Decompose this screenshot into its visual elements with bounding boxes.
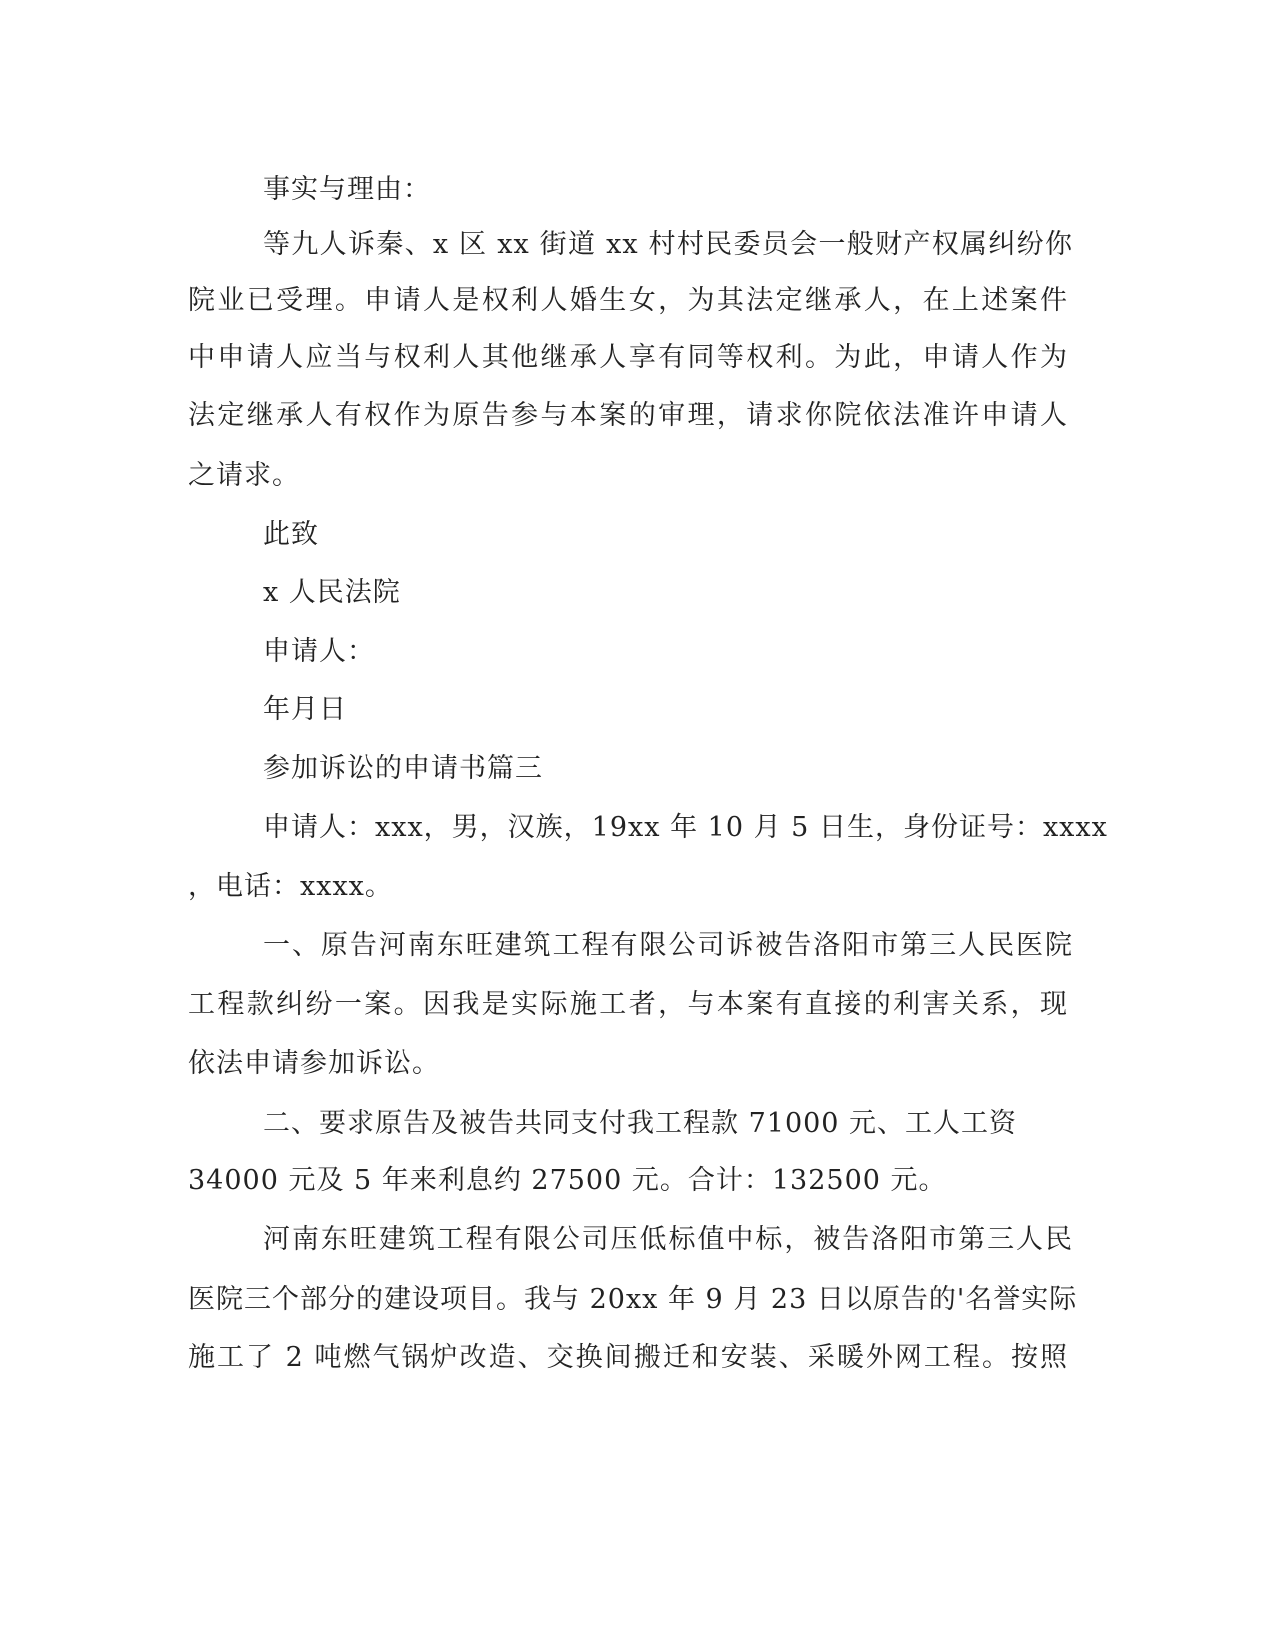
salutation: 此致 bbox=[263, 519, 319, 550]
paragraph-line: 依法申请参加诉讼。 bbox=[188, 1048, 440, 1079]
applicant-signature-label: 申请人： bbox=[263, 636, 375, 667]
paragraph-line: 之请求。 bbox=[188, 460, 300, 491]
paragraph-line: 二、要求原告及被告共同支付我工程款 71000 元、工人工资 bbox=[263, 1108, 1018, 1139]
paragraph-line: 34000 元及 5 年来利息约 27500 元。合计：132500 元。 bbox=[188, 1165, 947, 1196]
paragraph-line: 一、原告河南东旺建筑工程有限公司诉被告洛阳市第三人民医院 bbox=[263, 930, 1073, 961]
section-heading-facts: 事实与理由： bbox=[263, 174, 431, 205]
recipient-court: x 人民法院 bbox=[263, 577, 401, 608]
applicant-info-line: ，电话：xxxx。 bbox=[188, 871, 393, 902]
paragraph-line: 等九人诉秦、x 区 xx 街道 xx 村村民委员会一般财产权属纠纷你 bbox=[263, 229, 1073, 260]
paragraph-line: 院业已受理。申请人是权利人婚生女，为其法定继承人，在上述案件 bbox=[188, 285, 1068, 316]
paragraph-line: 医院三个部分的建设项目。我与 20xx 年 9 月 23 日以原告的'名誉实际 bbox=[188, 1284, 1078, 1315]
paragraph-line: 法定继承人有权作为原告参与本案的审理，请求你院依法准许申请人 bbox=[188, 400, 1068, 431]
paragraph-line: 工程款纠纷一案。因我是实际施工者，与本案有直接的利害关系，现 bbox=[188, 989, 1068, 1020]
paragraph-line: 河南东旺建筑工程有限公司压低标值中标，被告洛阳市第三人民 bbox=[263, 1224, 1073, 1255]
paragraph-line: 中申请人应当与权利人其他继承人享有同等权利。为此，申请人作为 bbox=[188, 342, 1068, 373]
date-label: 年月日 bbox=[263, 694, 347, 725]
applicant-info-line: 申请人：xxx，男，汉族，19xx 年 10 月 5 日生，身份证号：xxxx bbox=[263, 812, 1108, 843]
paragraph-line: 施工了 2 吨燃气锅炉改造、交换间搬迁和安装、采暖外网工程。按照 bbox=[188, 1342, 1068, 1373]
section-title: 参加诉讼的申请书篇三 bbox=[263, 753, 543, 784]
